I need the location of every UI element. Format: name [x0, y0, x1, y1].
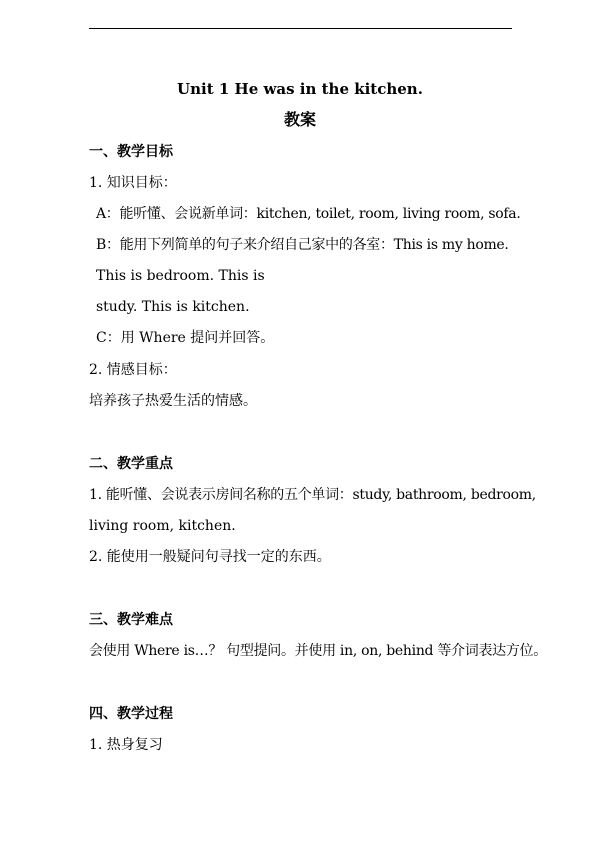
document-subtitle: 教案: [283, 110, 316, 129]
section-heading-objectives: 一、教学目标: [89, 144, 173, 160]
text-line: 1. 能听懂、会说表示房间名称的五个单词：study, bathroom, bedroom,: [89, 487, 536, 503]
text-line: C：用 Where 提问并回答。: [96, 330, 275, 346]
text-line: 2. 能使用一般疑问句寻找一定的东西。: [89, 549, 331, 565]
text-line: B：能用下列简单的句子来介绍自己家中的各室：This is my home.: [96, 237, 509, 253]
text-line: 培养孩子热爱生活的情感。: [89, 393, 257, 409]
text-line: study. This is kitchen.: [96, 299, 250, 315]
text-line: 1. 热身复习: [89, 737, 163, 753]
section-heading-difficulties: 三、教学难点: [89, 612, 173, 628]
text-line: 会使用 Where is…？ 句型提问。并使用 in, on, behind 等介词表达方位。: [89, 643, 547, 659]
section-heading-key-points: 二、教学重点: [89, 456, 173, 472]
section-heading-process: 四、教学过程: [89, 706, 173, 722]
text-line: This is bedroom. This is: [96, 268, 265, 284]
header-rule: [89, 28, 512, 29]
text-line: A：能听懂、会说新单词：kitchen, toilet, room, living room, sofa.: [96, 206, 521, 222]
text-line: living room, kitchen.: [89, 518, 236, 534]
text-line: 2. 情感目标：: [89, 362, 177, 378]
document-title: Unit 1 He was in the kitchen.: [177, 80, 423, 98]
text-line: 1. 知识目标：: [89, 175, 177, 191]
